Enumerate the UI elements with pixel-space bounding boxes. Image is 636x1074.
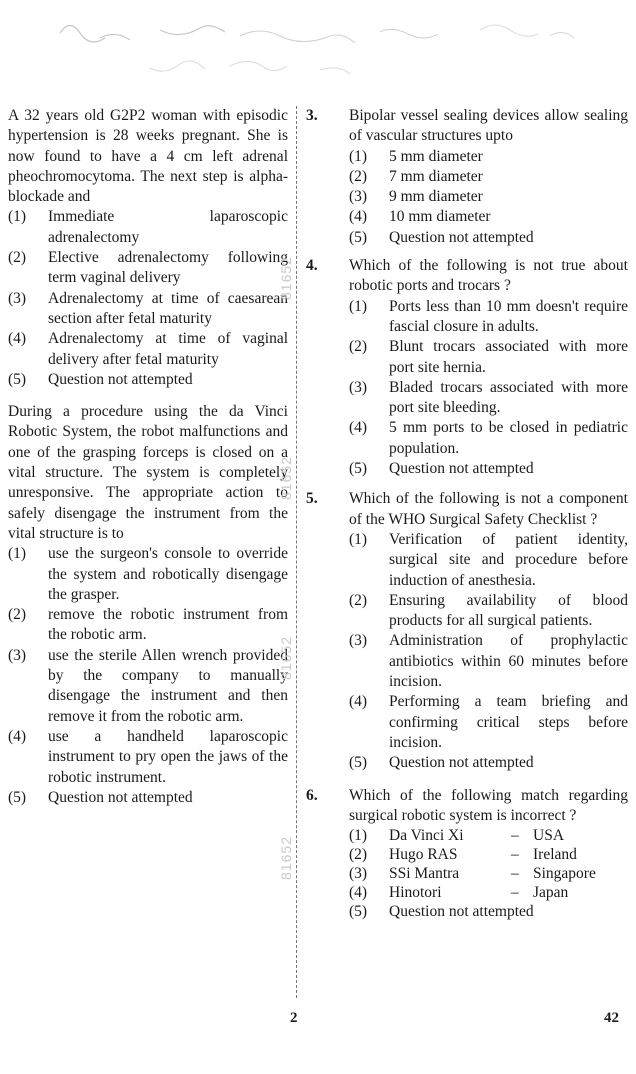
option-text: Ports less than 10 mm doesn't require fascial closure in adults. bbox=[389, 297, 628, 335]
option-text: Question not attempted bbox=[48, 370, 193, 388]
option-list bbox=[306, 147, 628, 248]
watermark: 81652 bbox=[278, 636, 294, 680]
option-text: 9 mm diameter bbox=[389, 188, 483, 206]
option-text: Adrenalectomy at time of caesarean section after fetal maturity bbox=[48, 289, 288, 327]
option-number: (1) bbox=[349, 297, 368, 315]
option-number: (3) bbox=[349, 188, 368, 206]
option-list bbox=[8, 207, 288, 390]
option-text: use the surgeon's console to override the system and robotically disengage the grasper. bbox=[48, 545, 288, 603]
option bbox=[306, 845, 628, 864]
option-text: 10 mm diameter bbox=[389, 208, 491, 226]
robot-country: Singapore bbox=[533, 865, 596, 883]
match-dash: – bbox=[511, 827, 519, 845]
option-text: remove the robotic instrument from the robotic arm. bbox=[48, 606, 288, 644]
option-number: (2) bbox=[349, 338, 368, 356]
question-number: 5. bbox=[306, 490, 318, 508]
option bbox=[306, 228, 628, 248]
option bbox=[8, 646, 288, 727]
question-stem: Which of the following match regarding surgical robotic system is incorrect ? bbox=[349, 786, 628, 824]
option-text: Blunt trocars associated with more port site hernia. bbox=[389, 338, 628, 376]
option-text: Question not attempted bbox=[389, 754, 534, 772]
option-number: (4) bbox=[349, 693, 368, 711]
question-5 bbox=[306, 489, 628, 773]
option-text: 7 mm diameter bbox=[389, 167, 483, 185]
option bbox=[306, 864, 628, 883]
option-number: (1) bbox=[349, 147, 368, 165]
robot-name: Da Vinci Xi bbox=[389, 827, 464, 845]
option-text: Question not attempted bbox=[48, 788, 193, 806]
option-list bbox=[306, 530, 628, 774]
option-number: (3) bbox=[8, 646, 27, 664]
column-divider bbox=[296, 106, 297, 998]
option bbox=[8, 207, 288, 248]
option-text: use the sterile Allen wrench provided by the company to manually disengage the instrument and then remove it from the robotic arm. bbox=[48, 646, 288, 725]
question-4 bbox=[306, 256, 628, 479]
option bbox=[306, 297, 628, 338]
question-number: 3. bbox=[306, 107, 318, 124]
option-number: (5) bbox=[8, 788, 27, 806]
robot-name: Hugo RAS bbox=[389, 846, 458, 864]
option-text: 5 mm ports to be closed in pediatric population. bbox=[389, 419, 628, 457]
option bbox=[306, 207, 628, 227]
option bbox=[306, 187, 628, 207]
option-number: (4) bbox=[8, 330, 27, 348]
option-number: (1) bbox=[349, 827, 368, 845]
option-number: (3) bbox=[349, 865, 368, 883]
option bbox=[8, 788, 288, 808]
option bbox=[306, 631, 628, 692]
option bbox=[306, 378, 628, 419]
page-number-center: 2 bbox=[290, 1010, 298, 1026]
option bbox=[306, 591, 628, 632]
option-number: (3) bbox=[349, 378, 368, 396]
option bbox=[306, 167, 628, 187]
handwritten-scribble bbox=[40, 8, 630, 93]
question-number: 6. bbox=[306, 786, 318, 804]
option-number: (3) bbox=[349, 632, 368, 650]
watermark: 81652 bbox=[278, 836, 294, 880]
option-number: (4) bbox=[8, 727, 27, 745]
question-2 bbox=[8, 402, 288, 808]
option bbox=[8, 727, 288, 788]
option bbox=[8, 289, 288, 330]
option-number: (3) bbox=[8, 289, 27, 307]
option bbox=[306, 459, 628, 479]
option bbox=[306, 337, 628, 378]
left-column bbox=[8, 106, 288, 808]
question-stem: A 32 years old G2P2 woman with episodic hypertension is 28 weeks pregnant. She is now found to have a 4 cm left adrenal pheochromocytoma. The next step is alpha-blockade and bbox=[8, 107, 288, 206]
question-3 bbox=[306, 106, 628, 248]
watermark: 81652 bbox=[278, 456, 294, 500]
match-dash: – bbox=[511, 865, 519, 883]
option-number: (2) bbox=[8, 249, 27, 267]
option-number: (2) bbox=[349, 591, 368, 609]
option-number: (4) bbox=[349, 419, 368, 437]
option-text: use a handheld laparoscopic instrument to pry open the jaws of the robotic instrument. bbox=[48, 727, 288, 786]
option-text: Immediate laparoscopic adrenalectomy bbox=[48, 208, 288, 246]
option-text: Adrenalectomy at time of vaginal delivery after fetal maturity bbox=[48, 330, 288, 368]
option-list bbox=[306, 826, 628, 921]
option-text: 5 mm diameter bbox=[389, 147, 483, 165]
robot-country: USA bbox=[533, 827, 565, 845]
option-number: (2) bbox=[8, 606, 27, 624]
robot-country: Ireland bbox=[533, 846, 577, 864]
option-number: (2) bbox=[349, 167, 368, 185]
option-list bbox=[306, 297, 628, 480]
option-number: (5) bbox=[349, 460, 368, 478]
right-column bbox=[306, 106, 628, 921]
option-number: (5) bbox=[349, 228, 368, 246]
option bbox=[306, 692, 628, 753]
option bbox=[306, 883, 628, 902]
option bbox=[306, 530, 628, 591]
option-text: Administration of prophylactic antibiotics within 60 minutes before incision. bbox=[389, 632, 628, 691]
option bbox=[306, 418, 628, 459]
question-stem: Bipolar vessel sealing devices allow sealing of vascular structures upto bbox=[349, 107, 628, 145]
option bbox=[8, 329, 288, 370]
question-stem: Which of the following is not true about robotic ports and trocars ? bbox=[349, 257, 628, 295]
match-dash: – bbox=[511, 884, 519, 902]
option-text: Verification of patient identity, surgical site and procedure before induction of anesthesia. bbox=[389, 530, 628, 589]
option-text: Question not attempted bbox=[389, 228, 534, 246]
option-number: (1) bbox=[8, 545, 27, 563]
option bbox=[306, 826, 628, 845]
option bbox=[306, 902, 628, 921]
page-number-right: 42 bbox=[604, 1010, 619, 1026]
option-text: Bladed trocars associated with more port site bleeding. bbox=[389, 378, 628, 417]
robot-name: Hinotori bbox=[389, 884, 442, 902]
robot-country: Japan bbox=[533, 884, 569, 902]
option bbox=[306, 147, 628, 167]
option-number: (1) bbox=[8, 208, 27, 226]
option-list bbox=[8, 544, 288, 808]
option-number: (4) bbox=[349, 884, 368, 902]
option-number: (5) bbox=[8, 370, 27, 388]
option-text: Elective adrenalectomy following term vaginal delivery bbox=[48, 249, 288, 287]
match-dash: – bbox=[511, 846, 519, 864]
option-text: Ensuring availability of blood products for all surgical patients. bbox=[389, 591, 628, 630]
option-number: (4) bbox=[349, 208, 368, 226]
option-number: (2) bbox=[349, 846, 368, 864]
option bbox=[8, 544, 288, 605]
question-stem: During a procedure using the da Vinci Robotic System, the robot malfunctions and one of the grasping forceps is closed on a vital structure. The system is completely unresponsive. The appropriate action to safely disengage the instrument from the vital structure is to bbox=[8, 403, 288, 542]
option-text: Performing a team briefing and confirming critical steps before incision. bbox=[389, 693, 628, 751]
question-6 bbox=[306, 786, 628, 922]
option bbox=[8, 370, 288, 390]
option-text: Question not attempted bbox=[389, 903, 534, 921]
option-number: (1) bbox=[349, 530, 368, 548]
option bbox=[306, 753, 628, 773]
option bbox=[8, 248, 288, 289]
option-number: (5) bbox=[349, 903, 368, 921]
question-1 bbox=[8, 106, 288, 390]
option bbox=[8, 605, 288, 646]
option-text: Question not attempted bbox=[389, 460, 534, 478]
question-number: 4. bbox=[306, 257, 318, 275]
option-number: (5) bbox=[349, 754, 368, 772]
question-stem: Which of the following is not a component of the WHO Surgical Safety Checklist ? bbox=[349, 490, 628, 528]
watermark: 81652 bbox=[278, 256, 294, 300]
robot-name: SSi Mantra bbox=[389, 865, 460, 883]
